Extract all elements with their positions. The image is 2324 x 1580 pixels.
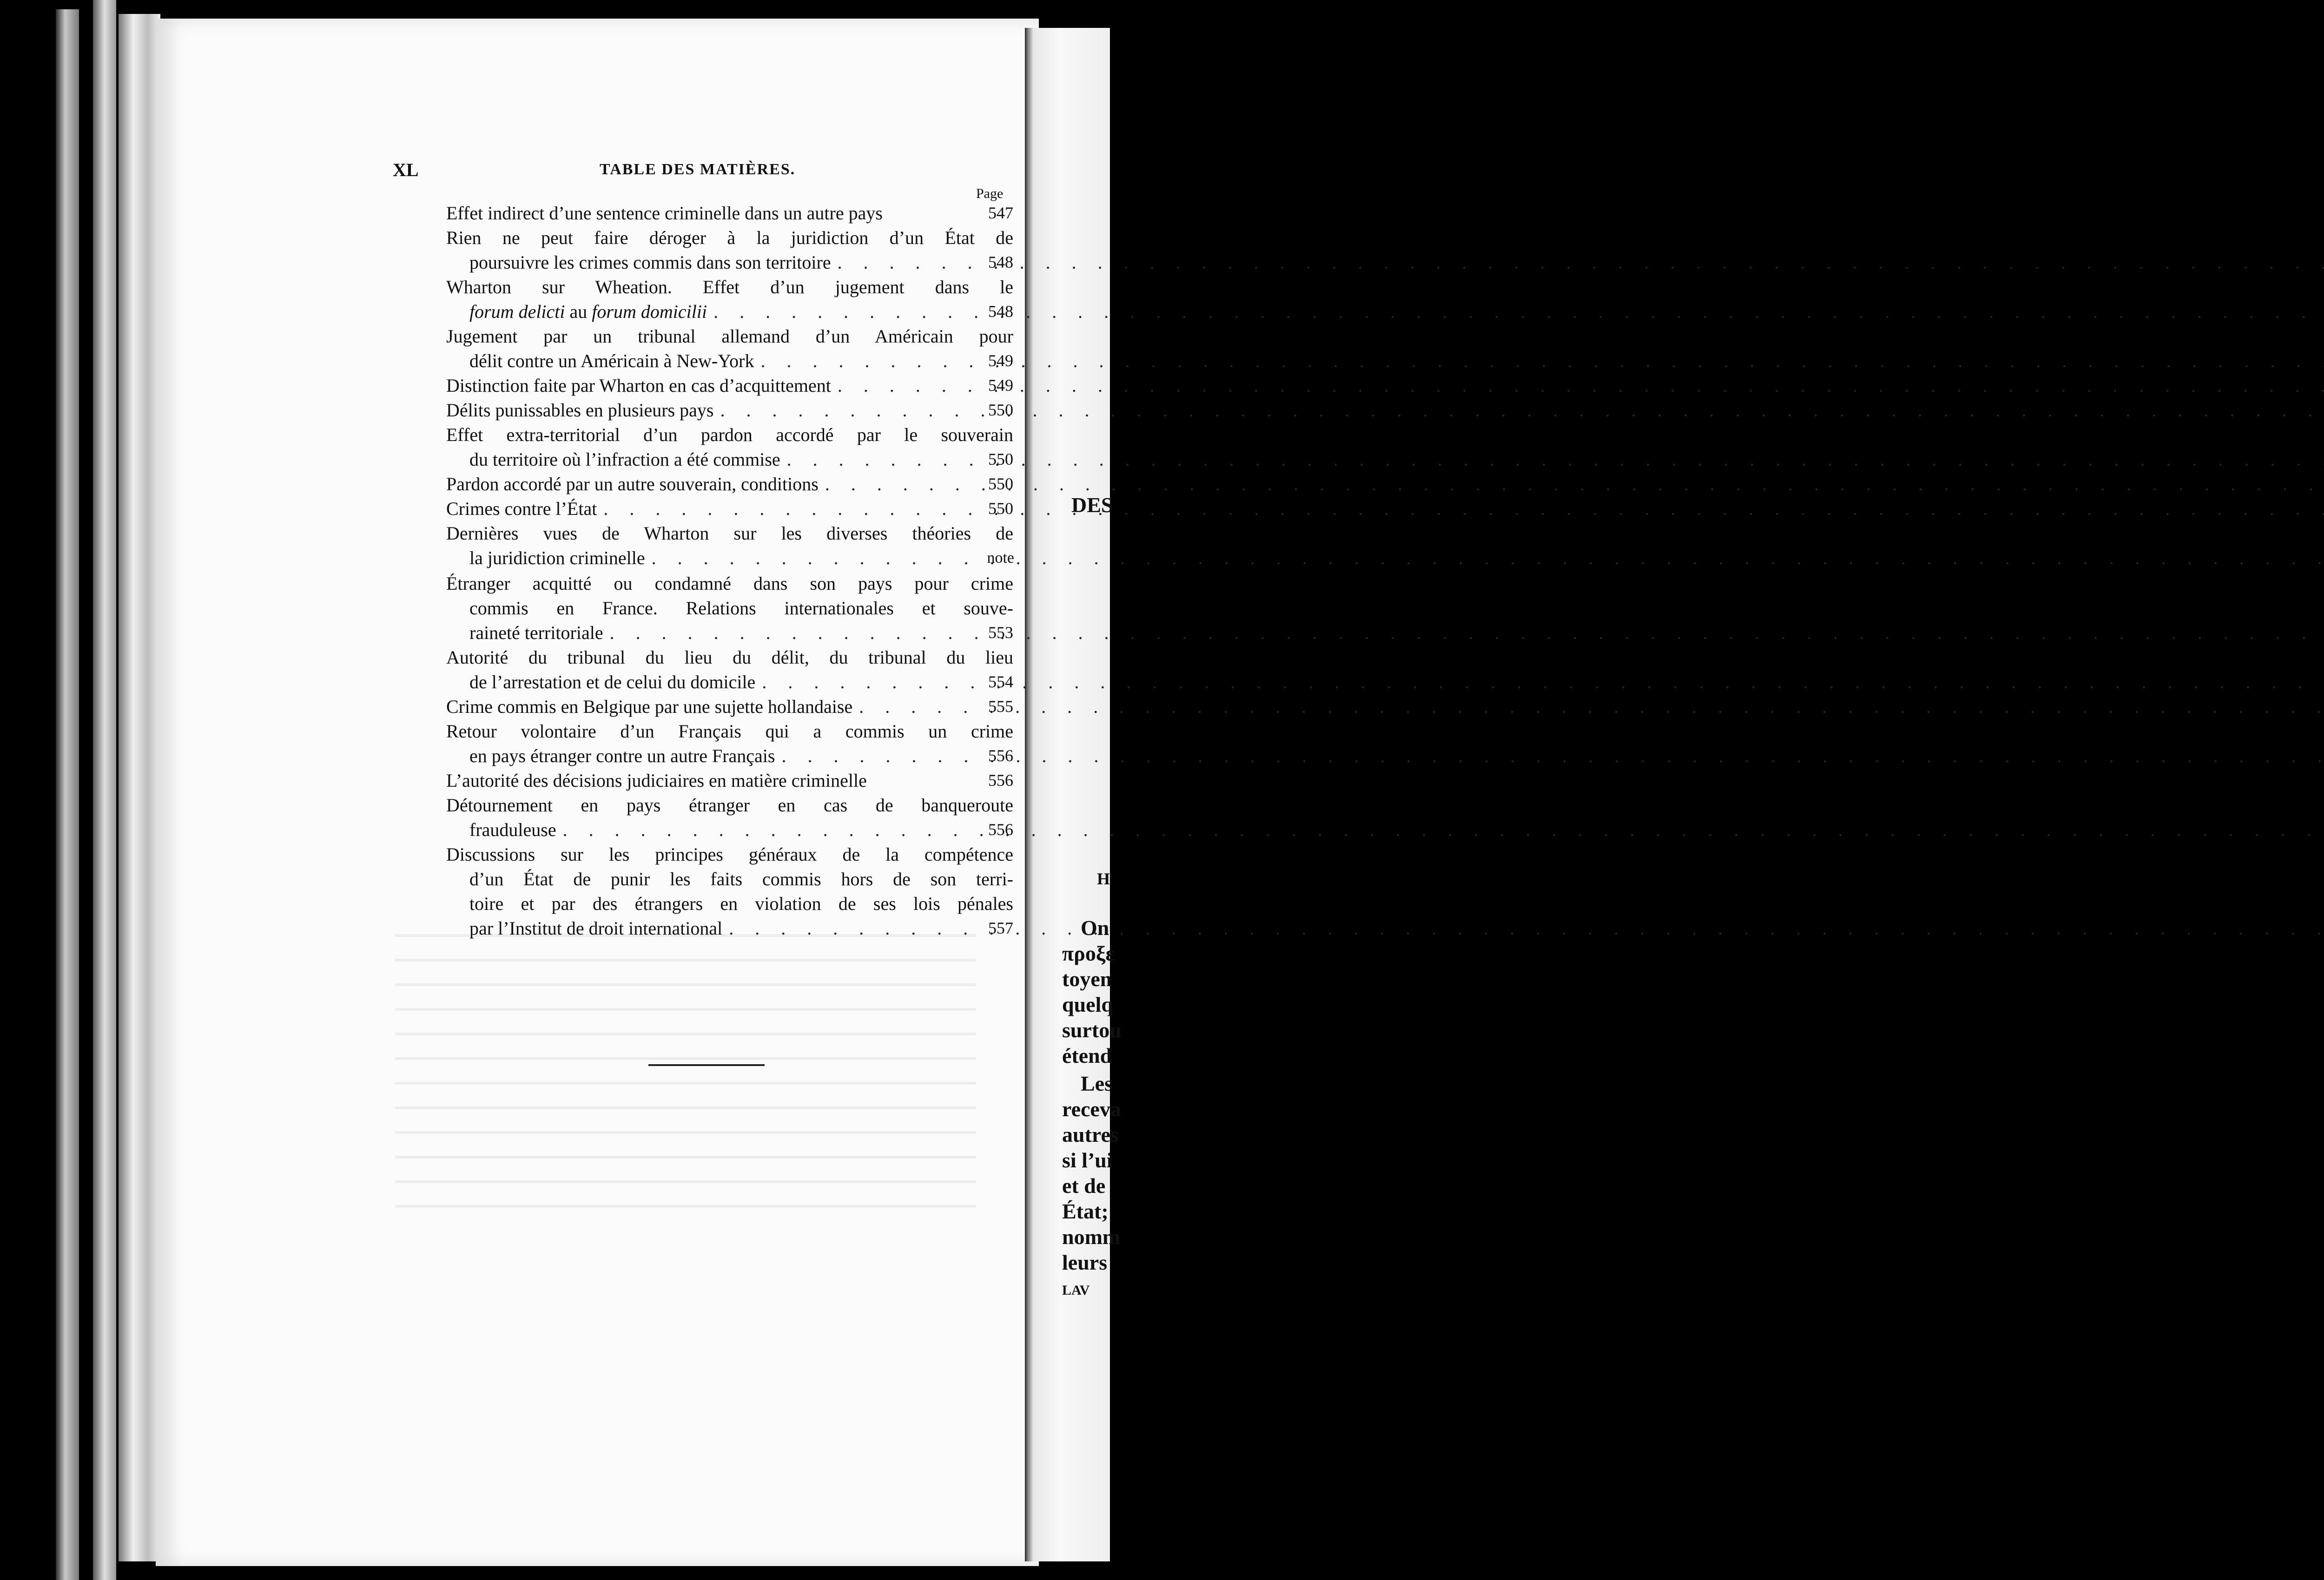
toc-entry (446, 571, 1013, 645)
toc-entry-text: d’un État de punir les faits commis hors de son terri- (469, 869, 1013, 889)
toc-entry-text: Effet extra-territorial d’un pardon accordé par le souverain (446, 424, 1013, 445)
toc-line (446, 842, 1013, 867)
folio-number: XL (393, 159, 419, 180)
facing-page-line: État; (1062, 1199, 1109, 1223)
dot-leader (714, 398, 2324, 422)
dot-leader (819, 472, 2324, 496)
toc-line (446, 521, 1013, 546)
toc-line (446, 275, 1013, 299)
toc-page-number: 550 (988, 401, 1013, 419)
toc-line (446, 422, 1013, 447)
facing-page-line: si l’ui (1062, 1148, 1113, 1172)
toc-entry (446, 496, 1013, 521)
toc-page-number: 548 (988, 253, 1013, 271)
facing-page-line: leurs (1062, 1251, 1108, 1274)
toc-page-number: 556 (988, 820, 1013, 839)
dot-leader (645, 546, 2324, 570)
facing-page-line: toyen (1062, 967, 1112, 991)
toc-entry (446, 373, 1013, 398)
facing-page-line: autres (1062, 1123, 1119, 1146)
running-title: TABLE DES MATIÈRES. (600, 161, 796, 178)
toc-entry-text: Pardon accordé par un autre souverain, conditions (446, 474, 819, 494)
toc-line (446, 299, 1013, 324)
toc-entry-text: Retour volontaire d’un Français qui a commis un crime (446, 721, 1013, 742)
toc-entry-text: poursuivre les crimes commis dans son territoire (469, 252, 831, 273)
toc-page-number: 550 (988, 450, 1013, 468)
closing-rule (648, 1064, 765, 1066)
toc-entry-text: Crime commis en Belgique par une sujette hollandaise (446, 696, 853, 717)
note-marker: note (987, 549, 1014, 566)
toc-entry (446, 225, 1013, 275)
toc-page-number: 547 (988, 204, 1013, 222)
toc-entry-text: Effet indirect d’une sentence criminelle dans un autre pays (446, 203, 883, 224)
toc-entry (446, 422, 1013, 472)
book-page-edges (0, 0, 167, 1580)
toc-entry-text: L’autorité des décisions judiciaires en matière criminelle (446, 770, 867, 791)
facing-page-line: On (1081, 916, 1109, 940)
toc-page-number: 553 (988, 623, 1013, 642)
toc-entry-text: Rien ne peut faire déroger à la juridiction d’un État de (446, 227, 1013, 248)
dot-leader (603, 620, 2324, 645)
toc-page-number: 549 (988, 376, 1013, 395)
toc-line (446, 447, 1013, 472)
toc-line (446, 496, 1013, 521)
toc-entry-text: forum delicti au forum domicilii (469, 301, 707, 322)
dot-leader (831, 373, 2324, 398)
page-edge (119, 14, 160, 1561)
toc-entry-text: Étranger acquitté ou condamné dans son pays pour crime (446, 573, 1013, 594)
toc-entry (446, 768, 1013, 793)
dot-leader (852, 694, 2324, 719)
toc-line (446, 349, 1013, 373)
toc-line (446, 694, 1013, 719)
toc-entry-text: frauduleuse (469, 819, 556, 840)
toc-line (446, 225, 1013, 250)
facing-page-line: quelq (1062, 993, 1113, 1016)
page-edge (56, 9, 79, 1580)
facing-page-line: LAV (1062, 1283, 1090, 1298)
facing-page-line: surtou (1062, 1018, 1122, 1042)
dot-leader (722, 916, 2324, 941)
toc-entry (446, 719, 1013, 768)
toc-entry-text: de l’arrestation et de celui du domicile (469, 672, 756, 692)
toc-entry-text: raineté territoriale (469, 622, 603, 643)
toc-line (446, 744, 1013, 768)
toc-entry-text: Distinction faite par Wharton en cas d’acquittement (446, 375, 831, 396)
toc-entry-text: par l’Institut de droit international (469, 918, 723, 939)
toc-page-number: 550 (988, 499, 1013, 518)
toc-line (446, 867, 1013, 891)
toc-entry-text: Discussions sur les principes généraux de la compétence (446, 844, 1013, 865)
toc-entry-text: toire et par des étrangers en violation de ses lois pénales (469, 893, 1013, 914)
facing-page-line: DES (1071, 493, 1113, 517)
toc-entry (446, 694, 1013, 719)
toc-entry-text: la juridiction criminelle (469, 547, 645, 568)
table-of-contents (446, 201, 1013, 941)
dot-leader (597, 496, 2324, 521)
toc-line (446, 891, 1013, 916)
toc-line (446, 201, 1013, 225)
facing-page-line: Les (1081, 1072, 1113, 1095)
toc-page-number: 549 (988, 351, 1013, 370)
toc-entry (446, 521, 1013, 571)
toc-line (446, 571, 1013, 596)
toc-page-number: 556 (988, 771, 1013, 790)
toc-entry-text: Délits punissables en plusieurs pays (446, 400, 714, 421)
toc-entry (446, 398, 1013, 422)
toc-entry (446, 275, 1013, 324)
toc-line (446, 324, 1013, 349)
page-edge (93, 0, 116, 1580)
dot-leader (707, 299, 2324, 324)
toc-line (446, 645, 1013, 670)
toc-entry (446, 324, 1013, 373)
facing-page-line: προξε (1062, 941, 1115, 965)
toc-page-number: 555 (988, 697, 1013, 716)
toc-entry (446, 793, 1013, 842)
toc-entry-text: délit contre un Américain à New-York (469, 350, 754, 371)
toc-page-number: 554 (988, 672, 1013, 691)
toc-entry-text: Wharton sur Wheation. Effet d’un jugement dans le (446, 276, 1013, 297)
page-column-label: Page (976, 186, 1004, 201)
toc-entry-text: Jugement par un tribunal allemand d’un Américain pour (446, 326, 1013, 347)
toc-entry-text: Crimes contre l’État (446, 498, 597, 519)
toc-entry-text: Détournement en pays étranger en cas de banqueroute (446, 795, 1013, 816)
toc-entry-text: en pays étranger contre un autre Français (469, 745, 775, 766)
facing-page-line: H (1097, 869, 1110, 888)
toc-line (446, 817, 1013, 842)
toc-entry-text: Autorité du tribunal du lieu du délit, du tribunal du lieu (446, 647, 1013, 668)
toc-entry-text: commis en France. Relations internationales et souve- (469, 598, 1013, 619)
dot-leader (831, 250, 2324, 275)
toc-line (446, 620, 1013, 645)
toc-line (446, 596, 1013, 620)
toc-line (446, 546, 1013, 571)
toc-entry-text: du territoire où l’infraction a été commise (469, 449, 780, 470)
toc-entry (446, 842, 1013, 941)
toc-entry-text: Dernières vues de Wharton sur les diverses théories de (446, 523, 1013, 544)
toc-page-number: 556 (988, 746, 1013, 765)
toc-line (446, 250, 1013, 275)
toc-line (446, 768, 1013, 793)
toc-line (446, 670, 1013, 694)
toc-entry (446, 472, 1013, 496)
toc-page-number: 557 (988, 919, 1013, 937)
toc-line (446, 398, 1013, 422)
toc-entry (446, 645, 1013, 694)
toc-line (446, 373, 1013, 398)
toc-entry (446, 201, 1013, 225)
toc-line (446, 719, 1013, 744)
facing-page-line: nomm (1062, 1225, 1121, 1249)
toc-line (446, 793, 1013, 817)
toc-line (446, 472, 1013, 496)
facing-page-line: receva (1062, 1097, 1121, 1121)
dot-leader (556, 817, 2320, 842)
toc-page-number: 550 (988, 474, 1013, 493)
toc-page-number: 548 (988, 302, 1013, 321)
facing-page-line: étend (1062, 1044, 1112, 1067)
facing-page-line: et de (1062, 1174, 1106, 1198)
toc-line (446, 916, 1013, 941)
